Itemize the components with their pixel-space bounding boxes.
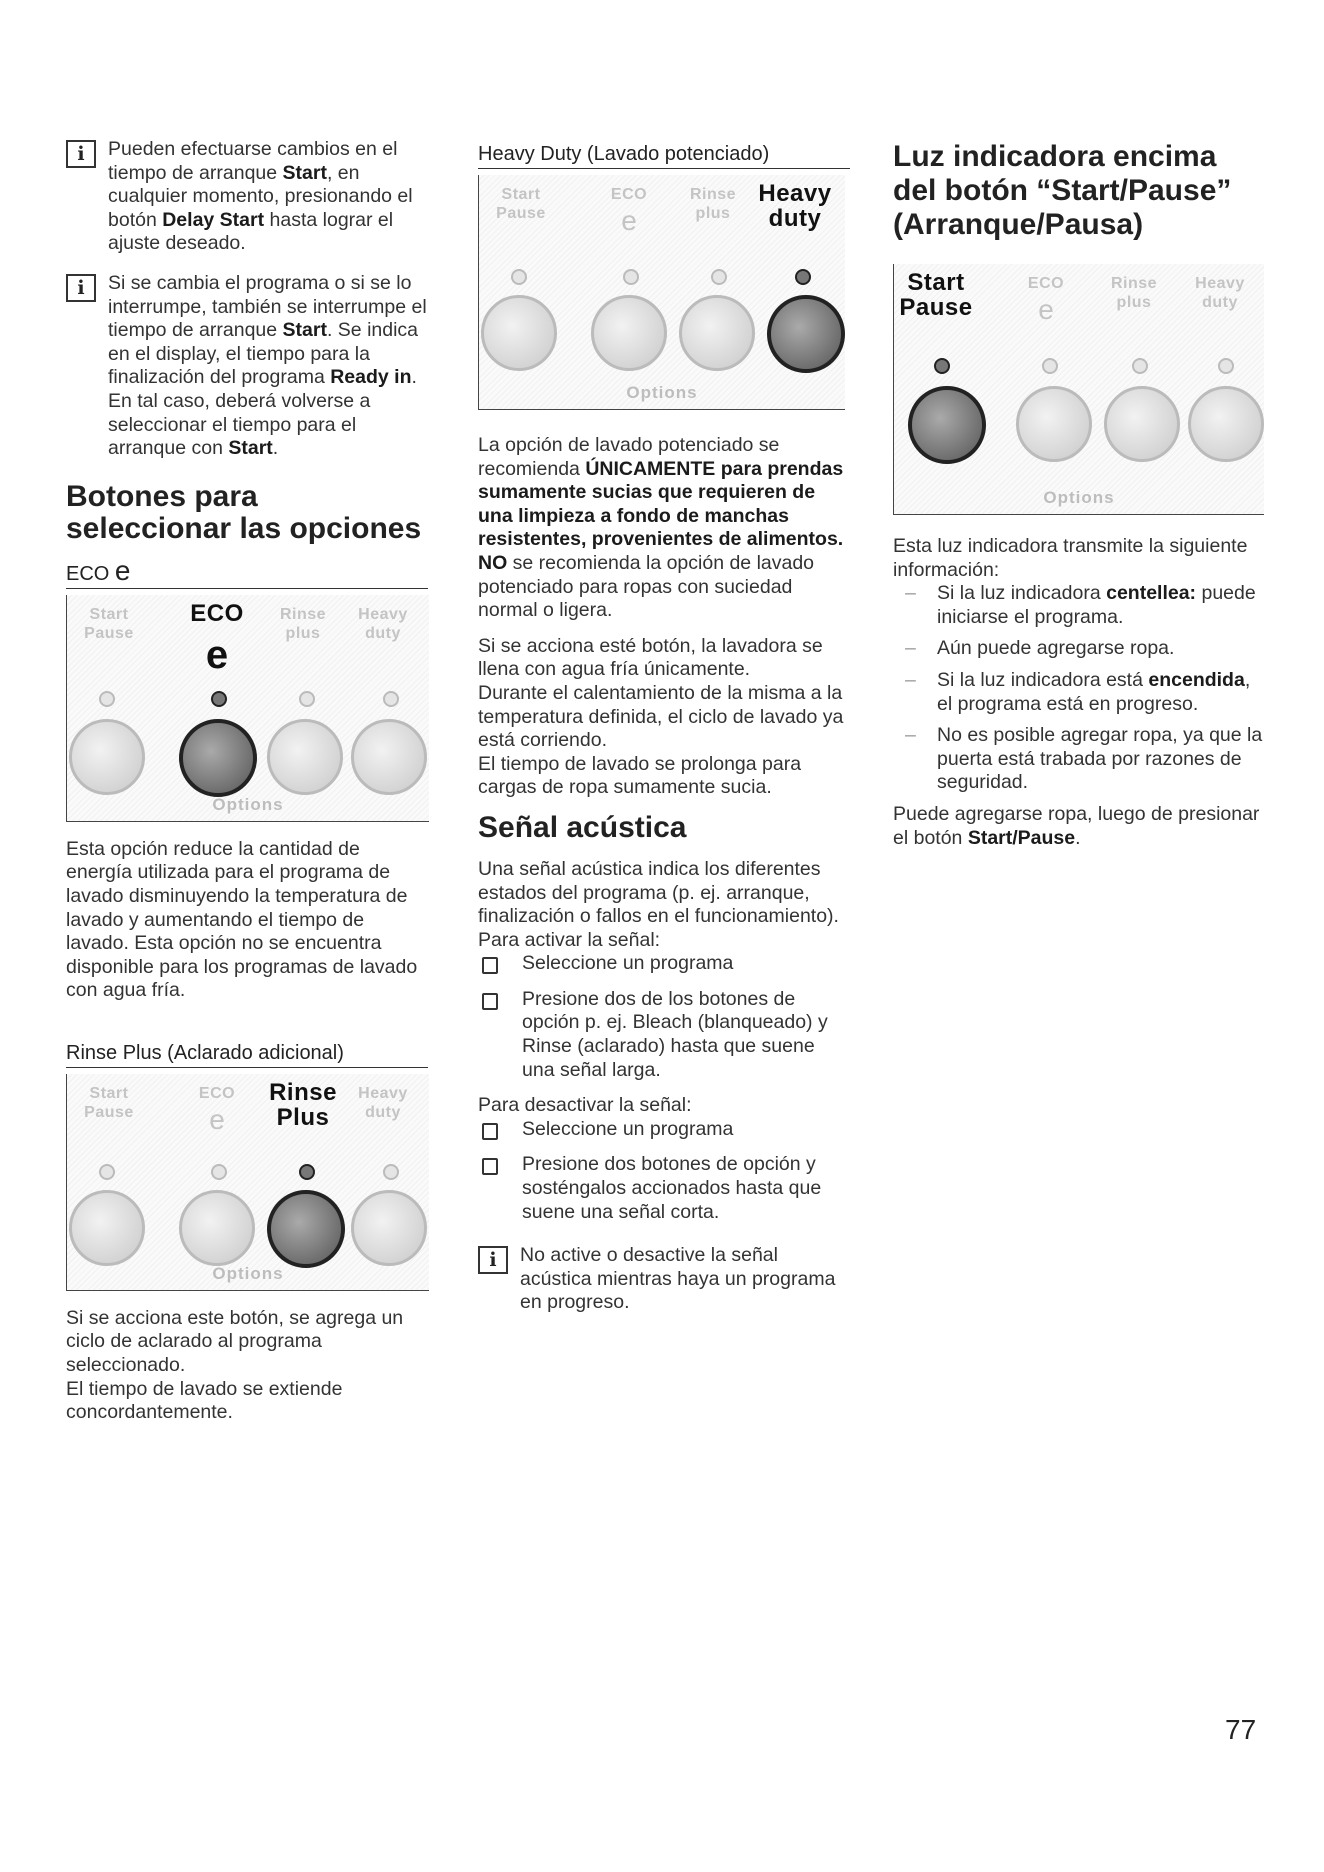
heavy-section-title: Heavy Duty (Lavado potenciado): [478, 142, 850, 169]
eco-label: ECO: [1027, 275, 1065, 292]
start-pause-label: Start Pause: [84, 1084, 134, 1121]
eco-knob-pressed: [179, 719, 257, 797]
status-light-intro: Esta luz indicadora transmite la siguiente información:: [893, 535, 1248, 581]
rinse-plus-label: Rinse plus: [1110, 275, 1158, 311]
rinse-panel-illustration: [66, 1074, 429, 1291]
led-indicator-on: [934, 358, 950, 374]
eco-e-glyph: e: [205, 632, 229, 677]
start-pause-label: Start Pause: [84, 605, 134, 642]
led-indicator: [299, 691, 315, 707]
led-indicator: [1042, 358, 1058, 374]
status-light-list: [893, 582, 1263, 795]
start-pause-knob-pressed: [908, 386, 986, 464]
options-label: Options: [212, 1263, 284, 1283]
eco-knob: [591, 295, 667, 371]
led-indicator-on: [211, 691, 227, 707]
list-item: – Si la luz indicadora centellea: puede iniciarse el programa.: [905, 582, 1256, 628]
senal-activar-label: Para activar la señal:: [478, 928, 661, 951]
heavy-duty-label: Heavy duty: [358, 1084, 408, 1121]
checkbox-icon: [482, 957, 498, 974]
info-note-1: [66, 138, 428, 256]
led-indicator: [383, 1164, 399, 1180]
heavy-description-3: Durante el calentamiento de la misma a la temperatura definida, el ciclo de lavado ya está corriendo.: [478, 681, 844, 752]
activar-list: [478, 952, 850, 1082]
eco-e-glyph: e: [621, 205, 637, 236]
led-indicator: [511, 269, 527, 285]
heavy-duty-label: Heavy duty: [1195, 275, 1245, 311]
list-item: Seleccione un programa: [478, 1118, 850, 1142]
dash-icon: –: [905, 724, 916, 747]
eco-knob: [179, 1190, 255, 1266]
eco-section-title: ECO e: [66, 559, 428, 589]
status-light-heading: Luz indicadora encima del botón “Start/Pause” (Arranque/Pausa): [893, 140, 1232, 241]
led-indicator-on: [299, 1164, 315, 1180]
rinse-knob: [267, 719, 343, 795]
list-item: – No es posible agregar ropa, ya que la puerta está trabada por razones de seguridad.: [905, 724, 1263, 794]
column-left: [66, 138, 428, 1437]
info-icon: i: [66, 140, 96, 168]
checkbox-icon: [482, 993, 498, 1010]
rinse-plus-label: Rinse plus: [279, 605, 327, 642]
senal-heading: Señal acústica: [478, 810, 687, 844]
heavy-description-2: Si se acciona esté botón, la lavadora se llena con agua fría únicamente.: [478, 634, 823, 681]
senal-desactivar-label: Para desactivar la señal:: [478, 1094, 692, 1117]
info-icon: i: [66, 274, 96, 302]
eco-knob: [1016, 386, 1092, 462]
rinse-plus-label: Rinse plus: [689, 186, 737, 222]
led-indicator: [99, 1164, 115, 1180]
led-indicator: [383, 691, 399, 707]
info-note-2: [66, 272, 428, 461]
page-number: 77: [1225, 1714, 1257, 1745]
start-pause-panel-illustration: [893, 264, 1264, 515]
eco-panel-illustration: [66, 595, 429, 822]
heavy-description-1: La opción de lavado potenciado se recomienda ÚNICAMENTE para prendas sumamente sucias que requieren de una limpieza a fondo de manchas resistentes, provenientes de alimentos. NO se recomienda la opción de lavado potenciado para ropas con suciedad normal o ligera.: [478, 434, 844, 622]
start-pause-knob: [69, 1190, 145, 1266]
info-note-3: [478, 1244, 850, 1315]
desactivar-list: [478, 1118, 850, 1224]
info-note-2-text: Si se cambia el programa o si se lo interrumpe, también se interrumpe el tiempo de arranque Start. Se indica en el display, el tiempo para la finalización del programa Ready in. En tal caso, deberá volverse a seleccionar el tiempo para el arranque con Start.: [108, 271, 427, 460]
heavy-description-4: El tiempo de lavado se prolonga para cargas de ropa sumamente sucia.: [478, 752, 802, 799]
led-indicator-on: [795, 269, 811, 285]
led-indicator: [623, 269, 639, 285]
options-label: Options: [626, 383, 698, 402]
list-item: Presione dos botones de opción y sosténgalos accionados hasta que suene una señal corta.: [478, 1153, 850, 1224]
checkbox-icon: [482, 1123, 498, 1140]
dash-icon: –: [905, 668, 916, 691]
rinse-knob: [1104, 386, 1180, 462]
led-indicator: [1132, 358, 1148, 374]
heavy-duty-label: Heavy duty: [358, 605, 408, 642]
rinse-section-title: Rinse Plus (Aclarado adicional): [66, 1041, 428, 1068]
eco-description: Esta opción reduce la cantidad de energía utilizada para el programa de lavado disminuyendo la temperatura de lavado y aumentando el tiempo de lavado. Esta opción no se encuentra disponible para los programas de lavado con agua fría.: [66, 837, 418, 1002]
start-pause-label: Start Pause: [496, 186, 546, 222]
eco-e-glyph: e: [209, 1103, 225, 1135]
heavy-panel-illustration: [478, 175, 845, 410]
column-middle: [478, 142, 850, 1331]
heavy-duty-label: Heavy duty: [758, 180, 832, 232]
dash-icon: –: [905, 637, 916, 660]
dash-icon: –: [905, 582, 916, 605]
eco-label: ECO: [190, 599, 244, 627]
start-pause-knob: [481, 295, 557, 371]
options-label: Options: [212, 794, 284, 814]
options-label: Options: [1043, 488, 1115, 507]
led-indicator: [99, 691, 115, 707]
info-note-3-text: No active o desactive la señal acústica mientras haya un programa en progreso.: [520, 1244, 836, 1314]
eco-label: ECO: [610, 186, 648, 203]
led-indicator: [711, 269, 727, 285]
senal-description: Una señal acústica indica los diferentes estados del programa (p. ej. arranque, finalización o fallos en el funcionamiento).: [478, 857, 839, 928]
rinse-description-1: Si se acciona este botón, se agrega un ciclo de aclarado al programa seleccionado.: [66, 1306, 404, 1377]
rinse-knob: [679, 295, 755, 371]
list-item: – Aún puede agregarse ropa.: [905, 637, 1175, 660]
info-note-1-text: Pueden efectuarse cambios en el tiempo de arranque Start, en cualquier momento, presionando el botón Delay Start hasta lograr el ajuste deseado.: [108, 138, 413, 255]
led-indicator: [211, 1164, 227, 1180]
rinse-description-2: El tiempo de lavado se extiende concordantemente.: [66, 1377, 343, 1424]
rinse-knob-pressed: [267, 1190, 345, 1268]
list-item: Seleccione un programa: [478, 952, 850, 976]
options-heading: Botones para seleccionar las opciones: [66, 479, 422, 545]
heavy-knob: [351, 719, 427, 795]
list-item: Presione dos de los botones de opción p. ej. Bleach (blanqueado) y Rinse (aclarado) hasta que suene una señal larga.: [478, 988, 850, 1082]
start-pause-label: Start Pause: [899, 269, 973, 321]
heavy-knob: [351, 1190, 427, 1266]
rinse-plus-label: Rinse Plus: [269, 1078, 337, 1131]
heavy-knob-pressed: [767, 295, 845, 373]
start-pause-knob: [69, 719, 145, 795]
eco-label: ECO: [198, 1084, 236, 1102]
checkbox-icon: [482, 1158, 498, 1175]
status-light-outro: Puede agregarse ropa, luego de presionar el botón Start/Pause.: [893, 802, 1260, 849]
heavy-knob: [1188, 386, 1264, 462]
led-indicator: [1218, 358, 1234, 374]
list-item: – Si la luz indicadora está encendida, el programa está en progreso.: [905, 668, 1251, 715]
eco-e-glyph: e: [1038, 294, 1054, 325]
info-icon: i: [478, 1246, 508, 1274]
column-right: [893, 140, 1263, 862]
